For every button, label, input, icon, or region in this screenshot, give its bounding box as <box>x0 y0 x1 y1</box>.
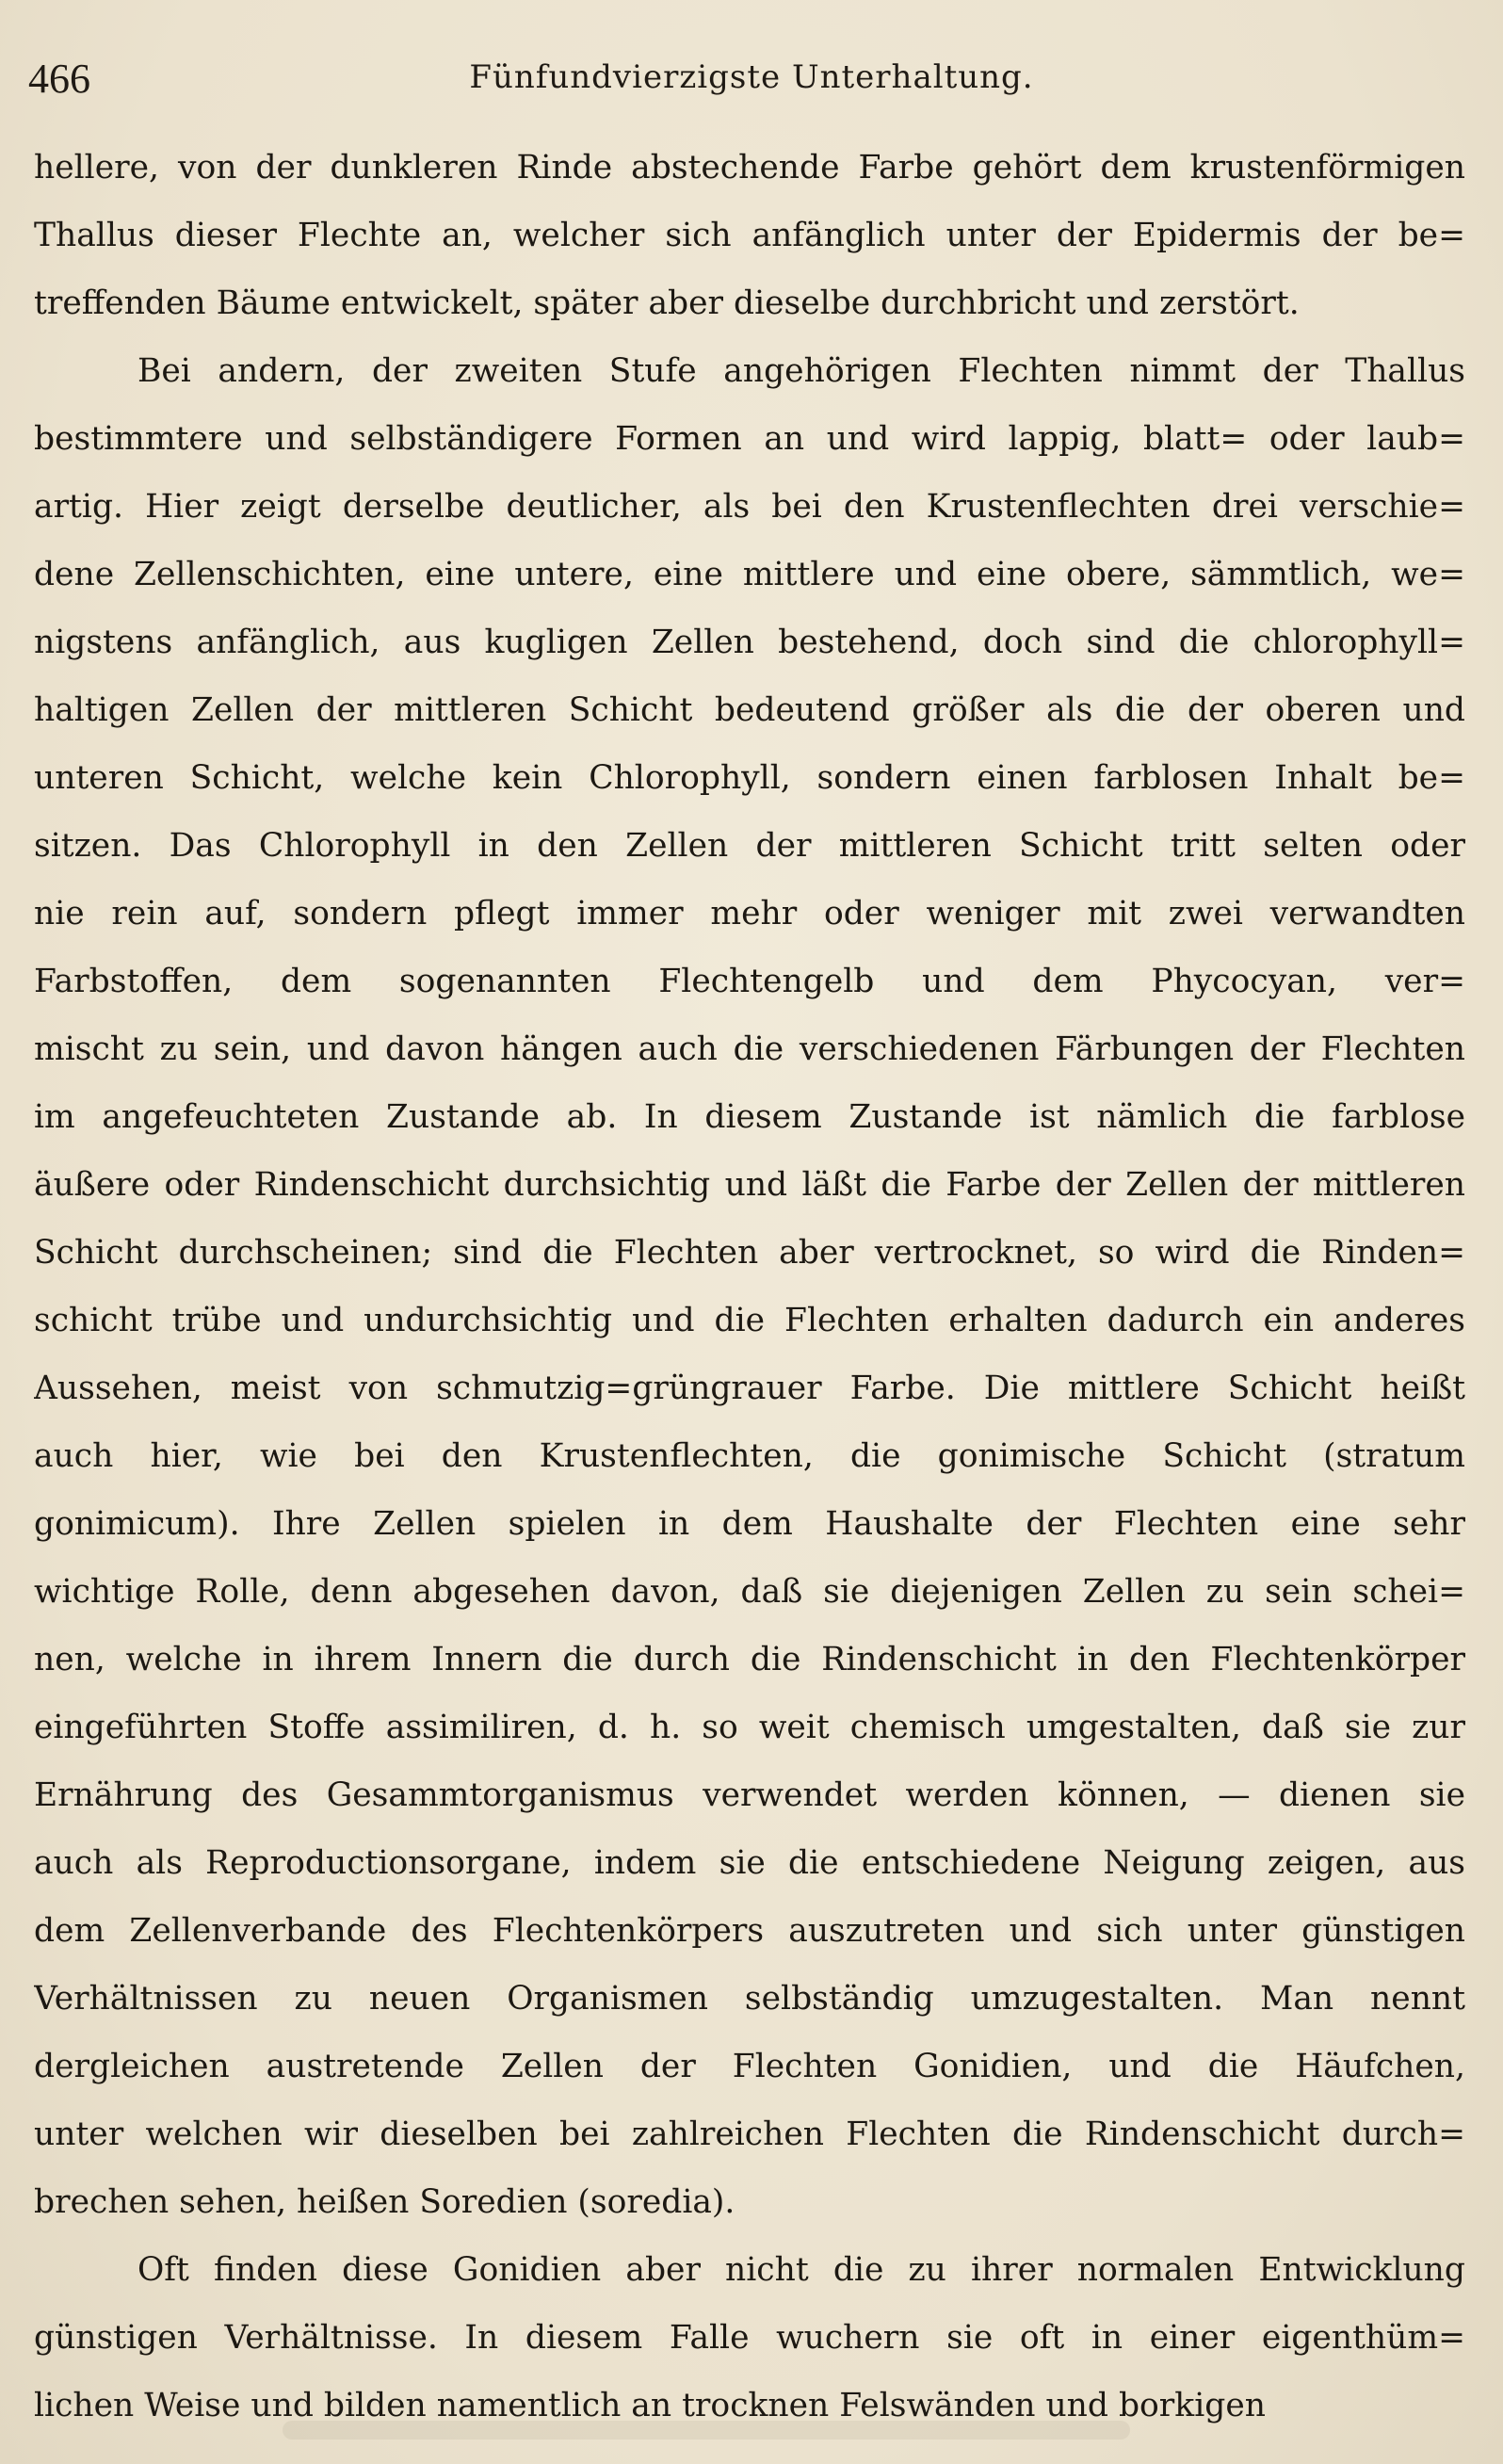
text-line: günstigen Verhältnisse. In diesem Falle wuchern sie oft in einer eigenthüm= <box>34 2319 1465 2357</box>
paragraph <box>34 2236 1465 2440</box>
body-text <box>34 134 1465 2440</box>
text-line: Oft finden diese Gonidien aber nicht die zu ihrer normalen Entwicklung <box>137 2251 1465 2289</box>
text-line: hellere, von der dunkleren Rinde abstechende Farbe gehört dem krustenförmigen <box>34 149 1465 186</box>
text-line: Bei andern, der zweiten Stufe angehörigen Flechten nimmt der Thallus <box>137 352 1465 390</box>
text-line: auch als Reproductionsorgane, indem sie die entschiedene Neigung zeigen, aus <box>34 1844 1465 1882</box>
text-line: eingeführten Stoffe assimiliren, d. h. so weit chemisch umgestalten, daß sie zur <box>34 1709 1465 1746</box>
page-number: 466 <box>28 56 90 102</box>
text-line: schicht trübe und undurchsichtig und die Flechten erhalten dadurch ein anderes <box>34 1302 1465 1339</box>
text-line: mischt zu sein, und davon hängen auch die verschiedenen Färbungen der Flechten <box>34 1030 1465 1068</box>
text-line: nigstens anfänglich, aus kugligen Zellen bestehend, doch sind die chlorophyll= <box>34 624 1465 661</box>
text-line: Thallus dieser Flechte an, welcher sich anfänglich unter der Epidermis der be= <box>34 217 1465 254</box>
text-line: Verhältnissen zu neuen Organismen selbständig umzugestalten. Man nennt <box>34 1980 1465 2018</box>
text-line: nen, welche in ihrem Innern die durch die Rindenschicht in den Flechtenkörper <box>34 1641 1465 1678</box>
text-line: artig. Hier zeigt derselbe deutlicher, als bei den Krustenflechten drei verschie= <box>34 488 1465 526</box>
text-line: treffenden Bäume entwickelt, später aber dieselbe durchbricht und zerstört. <box>34 284 1300 322</box>
text-line: dergleichen austretende Zellen der Flechten Gonidien, und die Häufchen, <box>34 2048 1465 2085</box>
text-line: gonimicum). Ihre Zellen spielen in dem Haushalte der Flechten eine sehr <box>34 1505 1465 1543</box>
text-line: bestimmtere und selbständigere Formen an und wird lappig, blatt= oder laub= <box>34 420 1465 458</box>
text-line: äußere oder Rindenschicht durchsichtig und läßt die Farbe der Zellen der mittleren <box>34 1166 1465 1204</box>
text-line: brechen sehen, heißen Soredien (soredia). <box>34 2183 735 2221</box>
text-line: Farbstoffen, dem sogenannten Flechtengelb und dem Phycocyan, ver= <box>34 963 1465 1000</box>
text-line: Ernährung des Gesammtorganismus verwendet werden können, — dienen sie <box>34 1776 1465 1814</box>
text-line: sitzen. Das Chlorophyll in den Zellen der mittleren Schicht tritt selten oder <box>34 827 1465 865</box>
text-line: unter welchen wir dieselben bei zahlreichen Flechten die Rindenschicht durch= <box>34 2115 1465 2153</box>
text-line: haltigen Zellen der mittleren Schicht bedeutend größer als die der oberen und <box>34 691 1465 729</box>
running-head: Fünfundvierzigste Unterhaltung. <box>469 58 1034 96</box>
page-header <box>28 55 1475 111</box>
text-line: unteren Schicht, welche kein Chlorophyll, sondern einen farblosen Inhalt be= <box>34 759 1465 797</box>
text-line: dem Zellenverbande des Flechtenkörpers auszutreten und sich unter günstigen <box>34 1912 1465 1950</box>
text-line: Aussehen, meist von schmutzig=grüngrauer Farbe. Die mittlere Schicht heißt <box>34 1370 1465 1407</box>
text-line: lichen Weise und bilden namentlich an trocknen Felswänden und borkigen <box>34 2387 1266 2424</box>
text-line: Schicht durchscheinen; sind die Flechten aber vertrocknet, so wird die Rinden= <box>34 1234 1465 1272</box>
text-line: wichtige Rolle, denn abgesehen davon, daß sie diejenigen Zellen zu sein schei= <box>34 1573 1465 1611</box>
text-line: im angefeuchteten Zustande ab. In diesem Zustande ist nämlich die farblose <box>34 1098 1465 1136</box>
text-line: dene Zellenschichten, eine untere, eine mittlere und eine obere, sämmtlich, we= <box>34 556 1465 593</box>
paragraph <box>34 337 1465 2236</box>
text-line: nie rein auf, sondern pflegt immer mehr oder weniger mit zwei verwandten <box>34 895 1465 932</box>
paragraph <box>34 134 1465 337</box>
bleed-through-shadow <box>283 2421 1130 2440</box>
text-line: auch hier, wie bei den Krustenflechten, die gonimische Schicht (stratum <box>34 1437 1465 1475</box>
